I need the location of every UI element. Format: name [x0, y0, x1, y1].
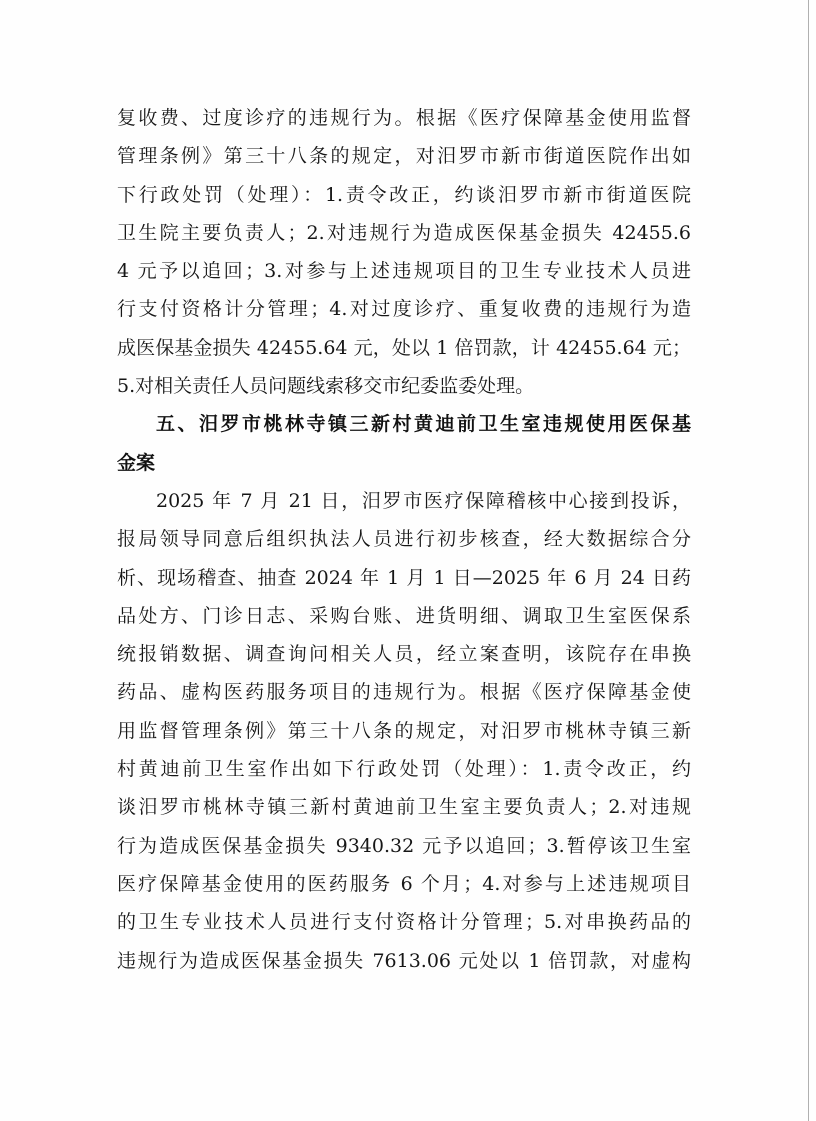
text-line: 复收费、过度诊疗的违规行为。根据《医疗保障基金使用监督	[117, 107, 691, 129]
text-line: 行支付资格计分管理；4.对过度诊疗、重复收费的违规行为造	[117, 298, 691, 321]
text-line: 卫生院主要负责人；2.对违规行为造成医保基金损失 42455.6	[117, 221, 691, 244]
text-line: 成医保基金损失 42455.64 元，处以 1 倍罚款，计 42455.64 元；	[117, 336, 691, 359]
text-line: 品处方、门诊日志、采购台账、进货明细、调取卫生室医保系	[117, 604, 691, 627]
text-line: 药品、虚构医药服务项目的违规行为。根据《医疗保障基金使	[117, 681, 691, 704]
text-line: 统报销数据、调查询问相关人员，经立案查明，该院存在串换	[117, 643, 691, 666]
text-line: 谈汨罗市桃林寺镇三新村黄迪前卫生室主要负责人；2.对违规	[117, 796, 691, 819]
heading-line: 五、汨罗市桃林寺镇三新村黄迪前卫生室违规使用医保基	[156, 413, 691, 436]
document-body	[117, 99, 691, 980]
text-line: 的卫生专业技术人员进行支付资格计分管理；5.对串换药品的	[117, 911, 691, 934]
text-line: 用监督管理条例》第三十八条的规定，对汨罗市桃林寺镇三新	[117, 719, 691, 742]
text-line: 行为造成医保基金损失 9340.32 元予以追回；3.暂停该卫生室	[117, 834, 691, 857]
paragraph-case-five	[117, 482, 691, 980]
text-line: 5.对相关责任人员问题线索移交市纪委监委处理。	[117, 375, 535, 398]
text-line: 管理条例》第三十八条的规定，对汨罗市新市街道医院作出如	[117, 145, 691, 168]
text-line: 报局领导同意后组织执法人员进行初步核查，经大数据综合分	[117, 528, 691, 551]
text-line: 下行政处罚（处理）：1.责令改正，约谈汨罗市新市街道医院	[117, 183, 691, 206]
text-line: 2025 年 7 月 21 日，汨罗市医疗保障稽核中心接到投诉，	[156, 489, 691, 512]
text-line: 4 元予以追回；3.对参与上述违规项目的卫生专业技术人员进	[117, 260, 691, 283]
text-line: 析、现场稽查、抽查 2024 年 1 月 1 日—2025 年 6 月 24 日药	[117, 566, 691, 589]
paragraph-case-four-continued	[117, 99, 691, 405]
scan-edge-line	[808, 0, 809, 1121]
text-line: 医疗保障基金使用的医药服务 6 个月；4.对参与上述违规项目	[117, 872, 691, 895]
section-heading-five	[117, 405, 691, 482]
text-line: 违规行为造成医保基金损失 7613.06 元处以 1 倍罚款，对虚构	[117, 949, 691, 972]
text-line: 村黄迪前卫生室作出如下行政处罚（处理）：1.责令改正，约	[117, 758, 691, 781]
heading-line: 金案	[117, 451, 156, 474]
